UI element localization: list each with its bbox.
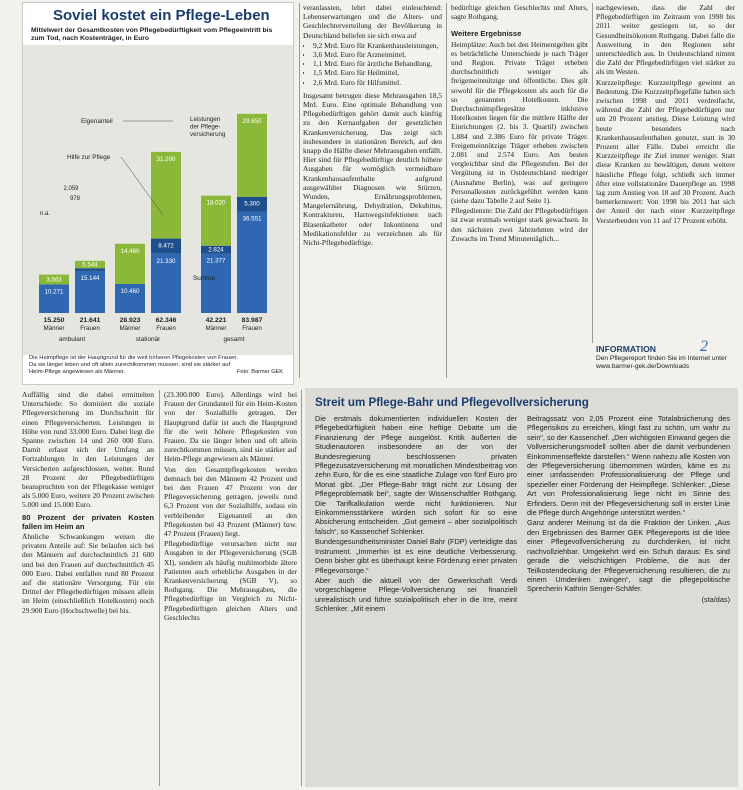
total-label: 15.250 <box>43 317 65 324</box>
signature: (sta/das) <box>701 594 730 604</box>
info-number-badge: 2 <box>700 338 708 355</box>
bar-value-label: 31.200 <box>156 155 176 163</box>
box-title: Streit um Pflege-Bahr und Pflegevollversicherung <box>315 396 589 409</box>
paragraph: Pflegedienste: Die Zahl der Pflegebedürftigen ist zwar erstmals weniger stark gewachsen. In den nächsten zwei Jahrzehnten wird der Zuwachs im Trend Minutentäglich... <box>451 206 588 243</box>
bar-value-label: 29.850 <box>242 117 262 125</box>
chart-panel <box>22 2 294 385</box>
bar-value-label: 14.460 <box>120 247 140 255</box>
bar-value-label: 2.824 <box>208 246 224 254</box>
paragraph: Bundesgesundheitsminister Daniel Bahr (FDP) verteidigte das Instrument. „Immerhin ist es eine deutliche Verbesserung. Denn bisher gibt es überhaupt keine Förderung einer privaten Pflegevorsorge.“ <box>315 537 517 575</box>
paragraph: Aber auch die aktuell von der Gewerkschaft Verdi vorgeschlagene Pflege-Vollversicherung sei finanziell unrealistisch und führe sozialpolitisch eher in die Irre, meint Schlenker. „Mit einem <box>315 575 517 614</box>
bar-leistungen <box>237 211 267 313</box>
bar-hilfe <box>75 268 105 271</box>
x-tick-label: Männer <box>43 325 65 332</box>
article-column-1 <box>303 3 442 381</box>
column-rule <box>159 390 160 786</box>
bar-value-label: 36.551 <box>242 215 262 223</box>
bar-eigenanteil <box>151 152 181 239</box>
bar-value-label: 15.144 <box>80 274 100 282</box>
na-label: n.a. <box>39 211 51 217</box>
box-column-right <box>527 414 730 786</box>
group-label: gesamt <box>223 336 245 343</box>
legend-eigenanteil-label: Eigenanteil <box>81 118 113 125</box>
box-column-left <box>315 414 517 786</box>
subheading: Weitere Ergebnisse <box>451 29 522 39</box>
paragraph: Ähnliche Schwankungen weisen die privaten Anteile auf: Sie belaufen sich bei den Männern auf durchschnittlich 21 600 und bei den Frauen auf durchschnittlich 45 000 Euro. Dabei entfallen rund 80 Prozent auf die stationäre Versorgung. Für ein Drittel der Pflegebedürftigen müssen allein im Heim (einschließlich Hotelkosten) noch 29.900 Euro (Hochschwelle) bei bis. <box>22 532 154 615</box>
total-label: 28.923 <box>119 317 141 324</box>
total-label: 21.641 <box>79 317 101 324</box>
subheading: 80 Prozent der privaten Kosten fallen im Heim an <box>22 512 154 531</box>
total-label: 83.987 <box>241 317 263 324</box>
info-text: Den Pflegereport finden Sie im Internet unter www.barmer-gek.de/Downloads <box>596 355 727 370</box>
sidebar-box <box>305 388 738 787</box>
column-rule <box>299 3 300 378</box>
bar-value-label: 10.271 <box>44 288 64 296</box>
list-item: • 1,5 Mrd. Euro für Heilmittel, <box>313 68 442 77</box>
x-tick-label: Frauen <box>156 325 176 332</box>
paragraph: Kurzzeitpflege: Kurzzeitpflege gewinnt an Bedeutung. Die Kurzzeitpflegefälle haben sich zwischen 1998 und 2011 verdreifacht, während die Zahl der Pflegebedürftigen nur um 20 Prozent anstieg. Diese Leistung wird heute besonders nach Krankenhausaufenthalten genutzt, statt in 30 Prozent aller Fälle. Dabei erreicht die Kurzzeitpflege ihr Ziel immer weniger. Statt diese Kranken zu bewältigen, denen weitere häusliche Pflege folgt, schließt sich immer öfter eine vollstationäre Dauerpflege an. 1998 lag zum Anstieg von 18 auf 30 Prozent. Auch bemerkenswert: Von 1998 bis 2011 hat sich der Anteil der nach einer Kurzzeitpflege Versterbenden von 11 auf 17 Prozent erhöht. <box>596 77 735 225</box>
column-rule <box>301 390 302 786</box>
paragraph: Auffällig sind die dabei ermittelten Unterschiede: So dominiert die soziale Pflegeversicherung im Durchschnitt für einen Pflegeversicherten. Leistungen in Höhe von rund 33.000 Euro. Dabei liegt die Spanne zwischen 14 und 260 000 Euro. Damit erfasst sich der Umfang an Fortzahlungen in den Leistungen der Versicherten aufgeschlossen, weiter. Rund 28 Prozent der Pflegebedürftigen beanspruchten von der Pflegekasse weniger als 5.000 Euro, weitere 20 Prozent zwischen 5.000 und 15.000 Euro. <box>22 390 154 510</box>
chart-source: Foto: Barmer GEK <box>237 369 284 375</box>
paragraph: Pflegebedürftige verursachen nicht nur Ausgaben in der Pflegeversicherung (SGB XI), sondern als häufig multimorbide ältere Patienten auch erhebliche Ausgaben in der Krankenversicherung (SGB V), so Rothgang. Die Mehrausgaben, die Pflegebedürftige im Vergleich zu Nicht-Pflegebedürftigen gleichen Alters und Geschlechts <box>164 539 297 622</box>
bar-value-label: 21.377 <box>206 257 226 265</box>
group-label: ambulant <box>58 336 86 343</box>
article-column-2 <box>451 3 588 381</box>
article-column-3 <box>596 3 735 343</box>
stacked-bar-chart <box>23 45 293 355</box>
bar-value-label: 18.020 <box>206 199 226 207</box>
paragraph: Von den Gesamtpflegekosten werden demnach bei den Männern 42 Prozent und bei den Frauen 47 Prozent von der Pflegeversicherung getragen, jeweils rund 6,3 Prozent von der Sozialhilfe, sodass ein verbleibender Eigenanteil an den Pflegekosten bei 43 Prozent (Männer) bzw. 47 Prozent (Frauen) liegt. <box>164 464 297 539</box>
chart-title: Soviel kostet ein Pflege-Leben <box>53 7 270 24</box>
cost-list <box>303 41 442 87</box>
bar-value-label: 10.460 <box>120 287 140 295</box>
bar-value-label: 3.563 <box>46 276 62 284</box>
paragraph: Beitragssatz von 2,05 Prozent eine Totalabsicherung des Pflegerisikos zu erreichen, klingt fast zu schön, um wahr zu sein“, so der Kassenchef. „Den wichtigsten Einwand gegen die Vollversicherungsmodell sollten aber die damit verbundenen Einkommenseffekte darstellen.“ Wenn nahezu alle Kosten von der Pflegeversicherung übernommen würden, käme es zu einer umfassenden Professionalisierung der Pflege und spezieller einer Förderung der Heimpflege. Schlenker: „Diese Art von Professionalisierung liege nicht im Sinne des Erfinders. Denn mit der Pflegeversicherung soll in erster Linie die Pflege durch Angehörige unterstützt werden.“ <box>527 414 730 518</box>
paragraph: veranlassten, lehrt dabei einleuchtend: Lebenserwartungen und die Alters- und Geschlechterverteilung der Bevölkerung in Deutschland beliefen sie sich etwa auf <box>303 3 442 40</box>
bar-value-label: 5.544 <box>82 261 98 269</box>
info-box <box>596 338 736 380</box>
paragraph: Insgesamt betrugen diese Mehrausgaben 18,5 Mrd. Euro. Eine optimale Behandlung von Pflegebedürftigen gehört damit auch künftig zu den Kernaufgaben der gesetzlichen Krankenversicherung. Das zeigt sich insbesondere in stationären Bereich, auf den knapp die Hälfte dieser Mehrausgaben entfällt. Hier sind für Pflegebedürftige deutlich höhere Ausgaben für womöglich vermeidbare Krankenhausaufenthalte aufgrund ausgewählter Diagnosen wie Stürzen, Wunden, Ernährungsproblemen, Mangelernährung, Dehydration, Dekubitus, Kontrakturen, Harnwegsinfektionen nach Blasenkatheter oder Inkontinenz und Medikationsfehler zu verzeichnen als für Nicht-Pflegebedürftige. <box>303 90 442 248</box>
paragraph: bedürftige gleichen Geschlechts und Alters, sagte Rothgang. <box>451 3 588 22</box>
bar-value-label: 21.330 <box>156 257 176 265</box>
article-column-lower-1 <box>22 390 154 787</box>
label-line: der Pflege- <box>190 123 221 131</box>
legend-hilfe-label: Hilfe zur Pflege <box>67 154 111 161</box>
paragraph: nachgewiesen, dass die Zahl der Pflegebedürftigen im Zeitraum von 1998 bis 2011 weiter gestiegen ist, so der Gesundheitsökonom Rothgang. Dabei falle die Ausweitung in den Regionen sehr unterschiedlich aus. In Ostdeutschland nimmt die Zahl der Pflegebedürftigen viel stärker zu als im Westen. <box>596 3 735 77</box>
group-label: stationär <box>135 336 161 343</box>
paragraph: Heimplätze: Auch bei den Heimentgelten gibt es beträchtliche Unterschiede je nach Träger und Region. Private Träger erheben durchschnittlich weniger als freigemeinnützige und öffentliche. Dies gilt sowohl für die Pflegekosten als auch für die so genannten Hotelkosten. Die Durchschnittspflegesätze inklusive Hotelkosten liegen für die mittlere Hälfte der Einrichtungen (2. bis 3. Quartil) zwischen 1.884 und 2.386 Euro für private Träger. Freigemeinnützige Träger erheben zwischen 2.081 und 2.574 Euro. Am besten vergleichbar sind die Pflegestufen. Bei der Vergütung ist in Ostdeutschland niedriger (Ausnahme Berlin), was auf geringere Personalkosten zurückgeführt werden kann (siehe dazu Tabelle 2 auf Seite 1). <box>451 39 588 206</box>
bar-eigenanteil <box>237 114 267 197</box>
article-column-lower-2 <box>164 390 297 787</box>
x-tick-label: Männer <box>119 325 141 332</box>
info-title: INFORMATION <box>596 344 656 354</box>
total-label: 42.221 <box>205 317 227 324</box>
x-tick-label: Frauen <box>80 325 100 332</box>
extra-label: 978 <box>69 196 81 202</box>
list-item: • 9,2 Mrd. Euro für Krankenhausleistungen, <box>313 41 442 50</box>
x-tick-label: Männer <box>205 325 227 332</box>
chart-subtitle: Mittelwert der Gesamtkosten von Pflegebedürftigkeit vom Pflegeeintritt bis zum Tod, nach Kostenträger, in Euro <box>31 27 273 43</box>
label-line: versicherung <box>190 131 226 138</box>
list-item: • 2,6 Mrd. Euro für Hilfsmittel. <box>313 78 442 87</box>
column-rule <box>446 3 447 378</box>
column-rule <box>592 3 593 343</box>
list-item: • 3,6 Mrd. Euro für Arzneimittel, <box>313 50 442 59</box>
bar-value-label: 5.300 <box>244 200 260 208</box>
x-tick-label: Frauen <box>242 325 262 332</box>
list-item: • 1,1 Mrd. Euro für ärztliche Behandlung, <box>313 59 442 68</box>
chart-caption: Die Heimpflege ist der Hauptgrund für die weit höheren Pflegekosten von Frauen. Da sie länger leben und oft allein zurechtkommen müssen, sind sie stärker auf Heim-Pflege angewiesen als Männer. <box>29 355 239 376</box>
legend-summe-label: Summe <box>193 275 216 282</box>
paragraph: Ganz anderer Meinung ist da die Fraktion der Linken. „Aus den Ergebnissen des Barmer GEK Pflegereports ist die Idee einer Pflegevollversicherung zu durchdenken, ist nicht nachvollziehbar. Umgekehrt wird ein Schuh daraus: Es sind gerade die vielschichtigen Probleme, die aus der Teilkostendeckung der Pflegeversicherung resultieren, die zu einem Umdenken zwingen“, sagt die pflegepolitische Sprecherin Kathrin Senger-Schäfer. <box>527 518 730 594</box>
total-label: 62.346 <box>155 317 177 324</box>
extra-label: 2.059 <box>63 186 79 192</box>
paragraph: (23.300.000 Euro). Allerdings wird bei Frauen der Grundanteil für ein Heim-Kosten von der Sozialhilfe getragen. Der Hauptgrund dafür ist auch die Hauptgrund für die weit höhere Pflegekosten von Frauen. Da sie länger leben und oft allein zurechtkommen müssen, sind sie stärker auf Heim-Pflege angewiesen als Männer. <box>164 390 297 464</box>
paragraph: Die erstmals dokumentierten individuellen Kosten der Pflegebedürftigkeit haben eine heftige Debatte um die Finanzierung der Pflege ausgelöst. Kritik äußerten die Studienautoren insbesondere an der von der Bundesregierung beschlossenen privaten Pflegezusatzversicherung mit monatlichen Mindestbeitrag von zehn Euro, für die es eine staatliche Zulage von fünf Euro pro Monat gibt. „Der Pflege-Bahr trägt nicht zur Lösung der Pflegeproblematik bei“, sagte der Wissenschaftler Rothgang. Die Tarifkalkulation werde nicht funktionieren. Nur Einkommensstärkere würden sich sofort für so eine Absicherung entscheiden. „Gut gemeint – aber sozialpolitisch falsch“, so Kassenchef Schlenker. <box>315 414 517 536</box>
label-line: Leistungen <box>190 116 221 123</box>
bar-value-label: 8.472 <box>158 242 174 250</box>
